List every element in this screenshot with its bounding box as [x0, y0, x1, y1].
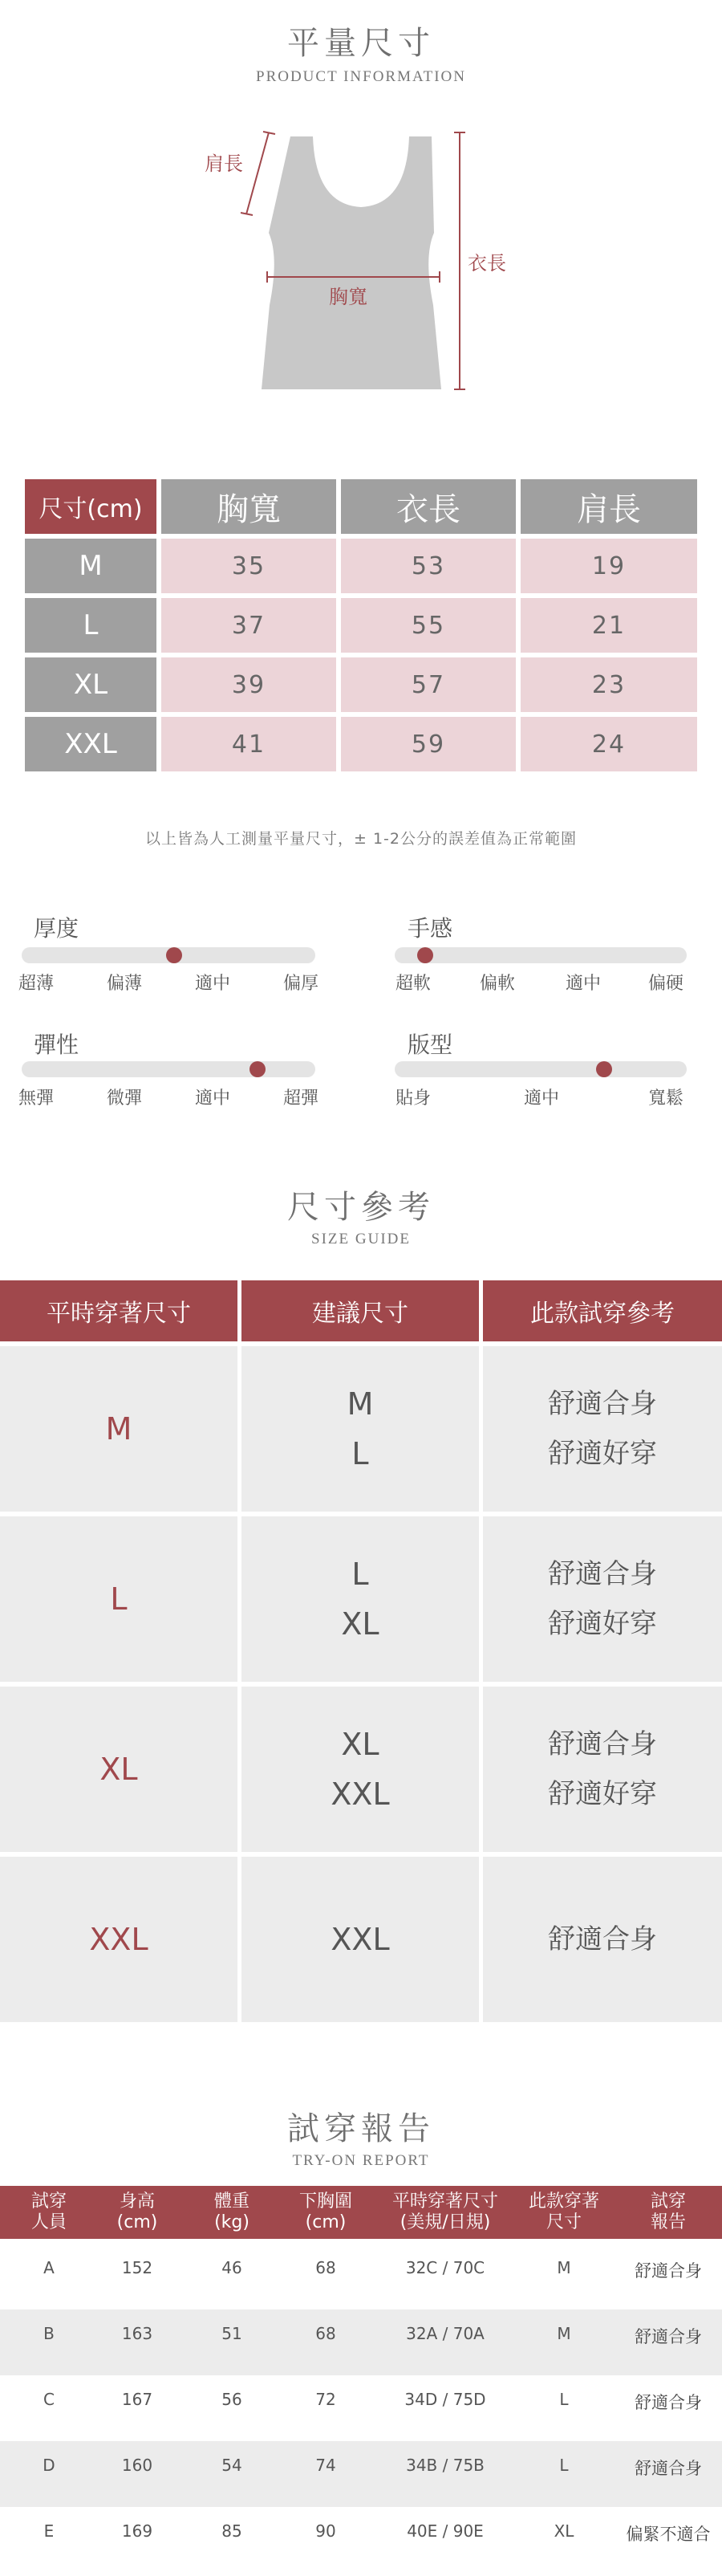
size-guide-header: [0, 1182, 722, 1248]
length-value: 53: [341, 539, 516, 593]
elasticity-label: 無彈: [18, 1089, 55, 1109]
guide-header-usual: 平時穿著尺寸: [0, 1280, 237, 1341]
thickness-label: 適中: [194, 974, 231, 994]
tryon-cell: 152: [121, 2258, 153, 2277]
guide-recommended-size: L: [351, 1436, 369, 1471]
guide-comment: 舒適好穿: [548, 1438, 657, 1470]
tryon-cell: 舒適合身: [635, 2393, 702, 2412]
measurement-note: 以上皆為人工測量平量尺寸，± 1-2公分的誤差值為正常範圍: [145, 830, 577, 848]
elasticity-indicator: [249, 1061, 266, 1077]
thickness-label: 偏薄: [106, 974, 143, 994]
tryon-cell: 90: [315, 2521, 336, 2541]
attribute-sliders: [0, 903, 722, 1112]
size-guide-table: [0, 1280, 722, 2027]
length-value: 59: [341, 717, 516, 771]
guide-header-comment: 此款試穿參考: [483, 1280, 722, 1341]
tryon-header-usual-size: 平時穿著尺寸 (美規/日規): [381, 2191, 509, 2233]
size-table: [0, 479, 722, 776]
tryon-cell: 68: [315, 2324, 336, 2343]
tryon-cell: M: [557, 2324, 571, 2343]
feel-label: 適中: [565, 974, 602, 994]
tryon-header-report: 試穿 報告: [619, 2191, 717, 2233]
tryon-cell: L: [559, 2456, 569, 2475]
guide-comment: 舒適合身: [548, 1728, 657, 1760]
size-label: M: [25, 539, 156, 593]
tryon-cell: 160: [121, 2456, 153, 2475]
guide-recommended-cell: [241, 1346, 479, 1512]
tryon-header: [0, 2103, 722, 2170]
flat-size-header: [0, 18, 722, 86]
guide-recommended-size: XL: [341, 1606, 379, 1642]
shoulder-value: 19: [521, 539, 697, 593]
guide-usual-size: XL: [0, 1687, 237, 1852]
elasticity-track: [22, 1061, 315, 1077]
fit-label: 貼身: [395, 1089, 432, 1109]
guide-usual-size: M: [0, 1346, 237, 1512]
shoulder-value: 24: [521, 717, 697, 771]
guide-comment-cell: [483, 1687, 722, 1852]
guide-recommended-size: XL: [341, 1727, 379, 1762]
chest-value: 41: [161, 717, 336, 771]
guide-header-recommended: 建議尺寸: [241, 1280, 479, 1341]
tryon-cell: 34D / 75D: [404, 2390, 486, 2409]
tryon-cell: 74: [315, 2456, 336, 2475]
tryon-cell: 舒適合身: [635, 2459, 702, 2478]
shoulder-value: 21: [521, 598, 697, 653]
tank-top-diagram: [0, 120, 722, 401]
size-table-header-chest: 胸寬: [161, 479, 336, 534]
chest-value: 35: [161, 539, 336, 593]
tryon-cell: XL: [554, 2521, 574, 2541]
guide-recommended-cell: [241, 1687, 479, 1852]
tryon-cell: 169: [121, 2521, 153, 2541]
flat-size-subtitle: PRODUCT INFORMATION: [256, 68, 466, 85]
thickness-title: 厚度: [34, 915, 79, 942]
elasticity-label: 微彈: [106, 1089, 143, 1109]
thickness-label: 超薄: [18, 974, 55, 994]
elasticity-label: 適中: [194, 1089, 231, 1109]
feel-track: [395, 947, 687, 963]
tryon-header-underbust: 下胸圍 (cm): [277, 2191, 375, 2233]
tryon-cell: 46: [221, 2258, 242, 2277]
size-label: XXL: [25, 717, 156, 771]
size-table-header-size: 尺寸(cm): [25, 479, 156, 534]
chest-label: 胸寬: [329, 286, 367, 308]
chest-value: 39: [161, 657, 336, 712]
guide-recommended-cell: [241, 1516, 479, 1682]
tryon-header-person: 試穿 人員: [0, 2191, 98, 2233]
guide-comment: 舒適合身: [548, 1388, 657, 1420]
tryon-cell: 54: [221, 2456, 242, 2475]
feel-title: 手感: [408, 915, 453, 942]
fit-label: 適中: [523, 1089, 560, 1109]
flat-size-title: 平量尺寸: [287, 25, 435, 62]
tryon-header-height: 身高 (cm): [88, 2191, 186, 2233]
size-table-header-length: 衣長: [341, 479, 516, 534]
tryon-cell: 32A / 70A: [406, 2324, 485, 2343]
tryon-cell: 32C / 70C: [405, 2258, 485, 2277]
guide-comment: 舒適合身: [548, 1558, 657, 1590]
fit-indicator: [596, 1061, 612, 1077]
thickness-track: [22, 947, 315, 963]
guide-recommended-size: XXL: [331, 1776, 390, 1812]
guide-recommended-size: L: [351, 1557, 369, 1592]
shoulder-measure-line: [246, 132, 269, 214]
tryon-cell: B: [43, 2324, 55, 2343]
tryon-cell: 40E / 90E: [407, 2521, 484, 2541]
feel-label: 偏軟: [479, 974, 516, 994]
tryon-cell: C: [43, 2390, 55, 2409]
length-value: 55: [341, 598, 516, 653]
fit-label: 寬鬆: [647, 1089, 684, 1109]
thickness-label: 偏厚: [282, 974, 319, 994]
tryon-cell: 85: [221, 2521, 242, 2541]
size-label: XL: [25, 657, 156, 712]
length-value: 57: [341, 657, 516, 712]
guide-usual-size: L: [0, 1516, 237, 1682]
tryon-cell: A: [43, 2258, 55, 2277]
length-label: 衣長: [468, 252, 506, 275]
feel-label: 超軟: [395, 974, 432, 994]
guide-recommended-size: XXL: [331, 1922, 390, 1957]
guide-comment-cell: [483, 1857, 722, 2022]
shoulder-label: 肩長: [205, 153, 243, 175]
guide-recommended-size: M: [347, 1386, 374, 1422]
tryon-subtitle: TRY-ON REPORT: [292, 2152, 430, 2169]
tryon-cell: 163: [121, 2324, 153, 2343]
tryon-cell: 68: [315, 2258, 336, 2277]
guide-comment: 舒適合身: [548, 1923, 657, 1955]
tryon-header-worn-size: 此款穿著 尺寸: [515, 2191, 613, 2233]
tryon-cell: M: [557, 2258, 571, 2277]
tryon-cell: D: [43, 2456, 55, 2475]
guide-comment-cell: [483, 1346, 722, 1512]
fit-title: 版型: [408, 1032, 453, 1058]
tryon-cell: 72: [315, 2390, 336, 2409]
tryon-title: 試穿報告: [287, 2110, 435, 2147]
thickness-indicator: [166, 947, 182, 963]
size-label: L: [25, 598, 156, 653]
elasticity-title: 彈性: [34, 1032, 79, 1058]
guide-comment: 舒適好穿: [548, 1778, 657, 1810]
tryon-cell: 偏緊不適合: [626, 2525, 711, 2544]
elasticity-label: 超彈: [282, 1089, 319, 1109]
guide-comment: 舒適好穿: [548, 1608, 657, 1640]
size-table-header-shoulder: 肩長: [521, 479, 697, 534]
tryon-cell: 51: [221, 2324, 242, 2343]
guide-usual-size: XXL: [0, 1857, 237, 2022]
guide-recommended-cell: [241, 1857, 479, 2022]
size-guide-subtitle: SIZE GUIDE: [311, 1231, 411, 1247]
garment-diagram: [0, 120, 722, 401]
tryon-cell: 56: [221, 2390, 242, 2409]
tryon-cell: 舒適合身: [635, 2327, 702, 2346]
tryon-cell: 34B / 75B: [406, 2456, 485, 2475]
tank-top-shape: [262, 136, 441, 389]
tryon-table: [0, 2186, 722, 2576]
feel-label: 偏硬: [647, 974, 684, 994]
tryon-cell: E: [43, 2521, 55, 2541]
fit-track: [395, 1061, 687, 1077]
guide-comment-cell: [483, 1516, 722, 1682]
chest-value: 37: [161, 598, 336, 653]
tryon-cell: 舒適合身: [635, 2261, 702, 2281]
tryon-cell: 167: [121, 2390, 153, 2409]
tryon-header-weight: 體重 (kg): [183, 2191, 281, 2233]
shoulder-value: 23: [521, 657, 697, 712]
tryon-cell: L: [559, 2390, 569, 2409]
size-guide-title: 尺寸參考: [287, 1189, 435, 1226]
feel-indicator: [417, 947, 433, 963]
